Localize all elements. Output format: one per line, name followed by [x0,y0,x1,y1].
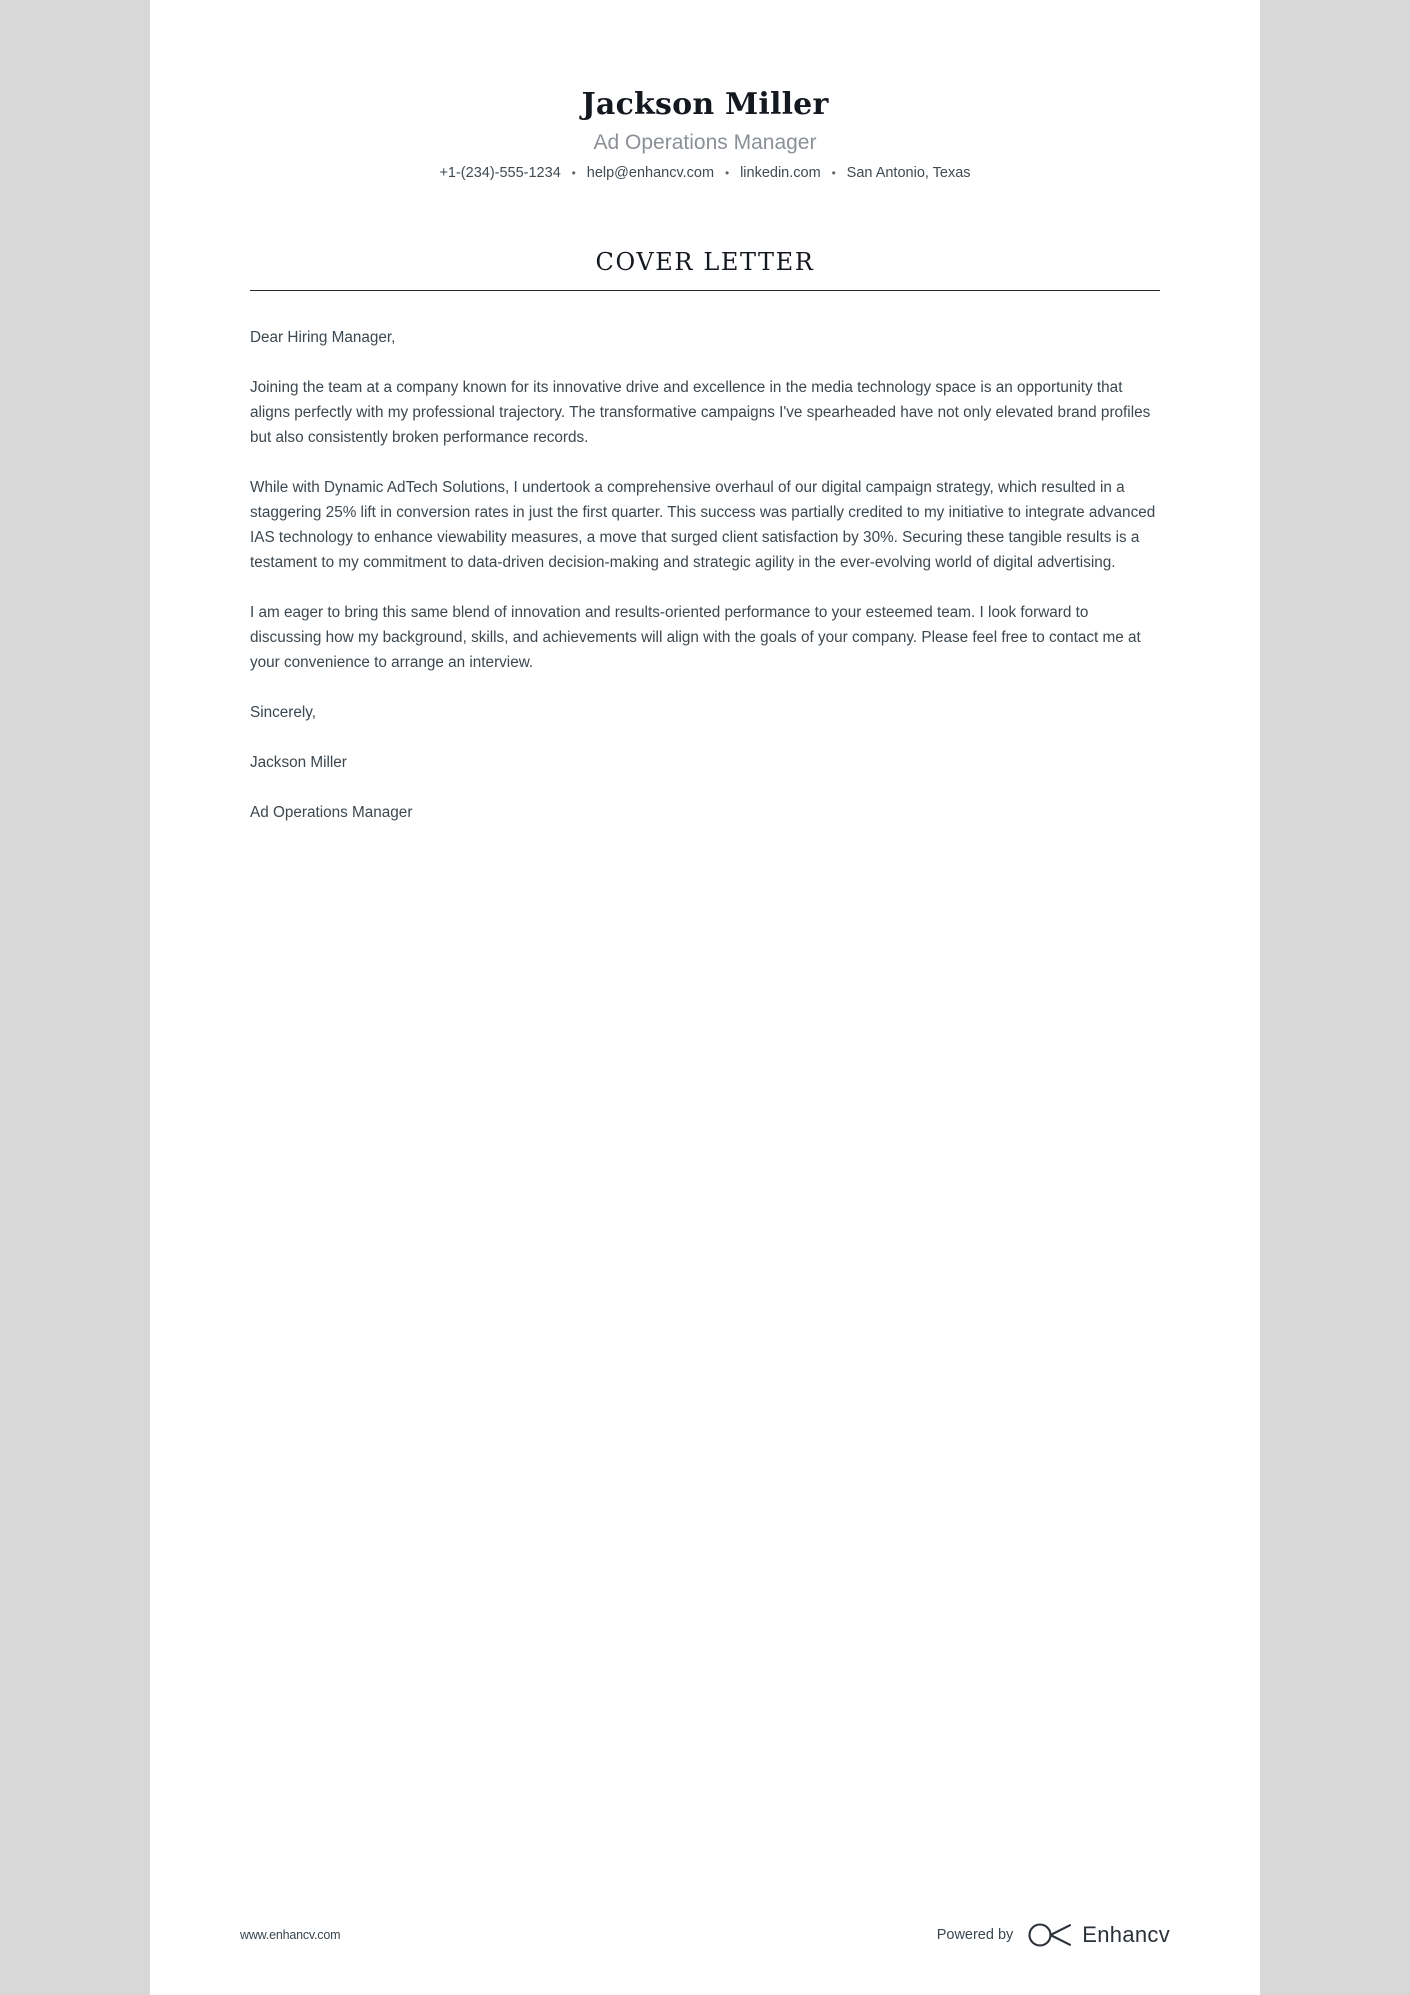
document-header [150,0,1260,181]
contact-email[interactable]: help@enhancv.com [586,164,715,181]
contact-phone: +1-(234)-555-1234 [439,164,561,181]
document-footer [150,1875,1260,1995]
cover-letter-section-header [150,248,1260,292]
closing-salutation: Sincerely, [250,704,317,722]
contact-separator-icon: • [724,165,730,180]
signature-title: Ad Operations Manager [250,804,413,822]
letter-body [150,325,1260,825]
footer-website-url[interactable]: www.enhancv.com [240,1928,341,1942]
salutation: Dear Hiring Manager, [250,329,396,347]
contact-separator-icon: • [831,165,836,180]
cover-letter-page [150,0,1260,1995]
brand-name: Enhancv [1082,1922,1170,1947]
infinity-logo-icon [1027,1922,1073,1948]
contact-location: San Antonio, Texas [846,164,971,181]
page-title: Jackson Miller [581,87,829,122]
contact-line [150,165,1260,181]
footer-brand [937,1922,1170,1948]
letter-paragraph-1: Joining the team at a company known for its innovative drive and excellence in the media technology space is an opportunity that aligns perfectly with my professional trajectory. The transformative campaigns I've spearheaded have not only elevated brand profiles but also consistently broken performance records. [250,379,1151,447]
powered-by-label: Powered by [936,1927,1014,1943]
contact-separator-icon: • [571,165,576,180]
letter-paragraph-3: I am eager to bring this same blend of innovation and results-oriented performance to your esteemed team. I look forward to discussing how my background, skills, and achievements will align with the goals of your company. Please feel free to contact me at your convenience to arrange an interview. [250,604,1141,672]
contact-linkedin[interactable]: linkedin.com [740,164,821,181]
section-divider [250,290,1160,291]
enhancv-logo [1027,1922,1170,1948]
job-title: Ad Operations Manager [593,130,817,154]
signature-name: Jackson Miller [250,754,347,772]
letter-paragraph-2: While with Dynamic AdTech Solutions, I undertook a comprehensive overhaul of our digital campaign strategy, which resulted in a staggering 25% lift in conversion rates in just the first quarter. This success was partially credited to my initiative to integrate advanced IAS technology to enhance viewability measures, a move that surged client satisfaction by 30%. Securing these tangible results is a testament to my commitment to data-driven decision-making and strategic agility in the ever-evolving world of digital advertising. [250,479,1156,572]
section-title: COVER LETTER [595,247,815,276]
